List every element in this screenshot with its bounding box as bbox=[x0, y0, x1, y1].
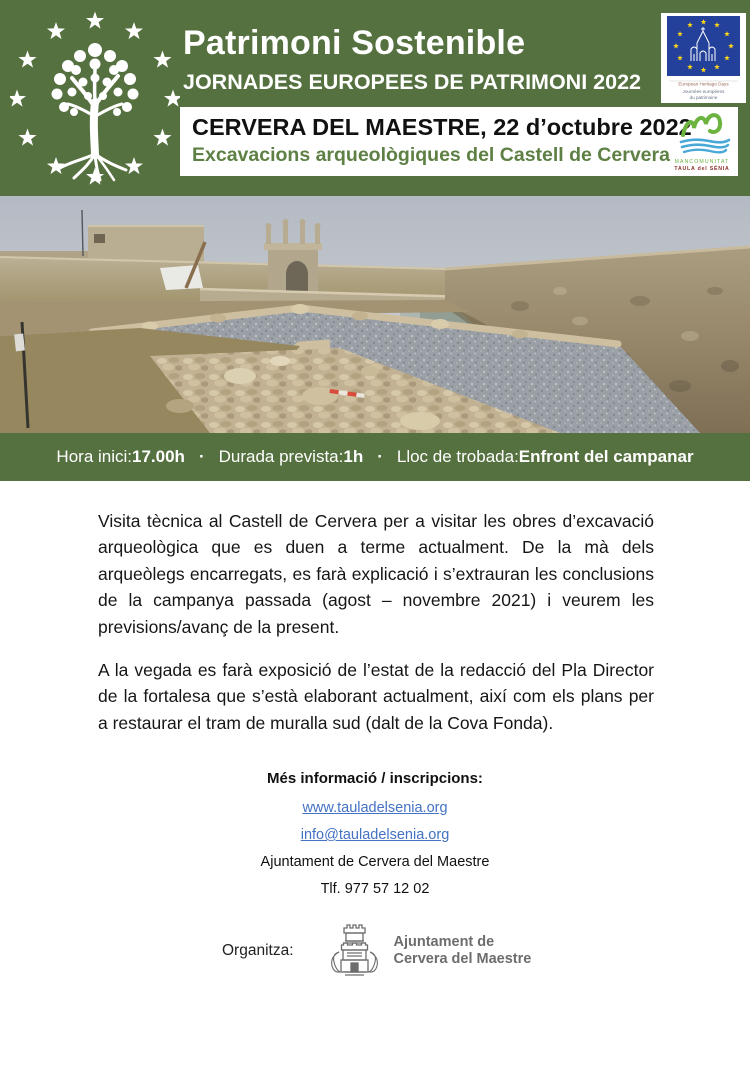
event-box bbox=[180, 107, 738, 176]
event-subtitle: Excavacions arqueològiques del Castell de Cervera bbox=[192, 144, 670, 166]
info-durada-label: Durada prevista: bbox=[218, 447, 344, 466]
email-link[interactable]: info@tauladelsenia.org bbox=[300, 827, 450, 843]
mancomunitat-line1: MANCOMUNITAT bbox=[674, 159, 730, 165]
contact-section bbox=[0, 770, 750, 908]
info-lloc-value: Enfront del campanar bbox=[518, 447, 694, 466]
info-lloc-label: Lloc de trobada: bbox=[396, 447, 519, 466]
info-separator: · bbox=[377, 447, 383, 466]
page-subtitle: JORNADES EUROPEES DE PATRIMONI 2022 bbox=[183, 70, 641, 94]
description-paragraph-1: Visita tècnica al Castell de Cervera per a visitar les obres d’excavació arqueològica que es duen a terme actualment. De la mà dels arqueòlegs encarregats, es farà explicació i s’extrauran les conclusions de la campanya passada (agost – novembre 2021) i veurem les previsions/avanç de la present. bbox=[98, 511, 654, 637]
info-hora-value: 17.00h bbox=[132, 447, 185, 466]
info-hora-label: Hora inici: bbox=[56, 447, 133, 466]
ehd-caption-fr2: du patrimoine bbox=[689, 95, 718, 100]
ajuntament-castle-icon bbox=[322, 920, 384, 982]
mancomunitat-icon bbox=[669, 109, 735, 175]
info-durada-value: 1h bbox=[343, 447, 364, 466]
european-heritage-days-logo bbox=[661, 13, 746, 103]
header-band bbox=[0, 0, 750, 196]
mancomunitat-logo bbox=[669, 109, 735, 180]
tree-stars-logo bbox=[10, 4, 180, 199]
castle-excavation-photo bbox=[0, 196, 750, 433]
event-info-bar bbox=[0, 433, 750, 481]
organizer-name-line1: Ajuntament de bbox=[393, 934, 495, 950]
eu-flag-icon bbox=[661, 13, 746, 103]
ehd-caption-fr1: Journées européens bbox=[682, 89, 725, 94]
organizer-name bbox=[394, 934, 532, 968]
tree-icon bbox=[10, 4, 180, 194]
organizer-section bbox=[222, 916, 582, 986]
event-title: CERVERA DEL MAESTRE, 22 d’octubre 2022 bbox=[192, 114, 692, 140]
website-link[interactable]: www.tauladelsenia.org bbox=[302, 800, 448, 816]
description-section bbox=[98, 508, 654, 736]
description-paragraph-2: A la vegada es farà exposició de l’estat de la redacció del Pla Director de la fortalesa que s’està elaborant actualment, així com els plans per a restaurar el tram de muralla sud (dalt de la Cova Fonda). bbox=[98, 660, 654, 733]
info-separator: · bbox=[198, 447, 205, 466]
contact-heading: Més informació / inscripcions: bbox=[267, 770, 483, 787]
contact-phone: Tlf. 977 57 12 02 bbox=[320, 881, 430, 897]
contact-org: Ajuntament de Cervera del Maestre bbox=[260, 854, 490, 870]
mancomunitat-line2: TAULA del SÉNIA bbox=[674, 166, 730, 172]
organizer-label: Organitza: bbox=[222, 942, 294, 959]
page-title: Patrimoni Sostenible bbox=[183, 24, 526, 62]
ehd-caption-en: European Heritage Days bbox=[678, 81, 729, 87]
organizer-name-line2: Cervera del Maestre bbox=[393, 951, 532, 967]
